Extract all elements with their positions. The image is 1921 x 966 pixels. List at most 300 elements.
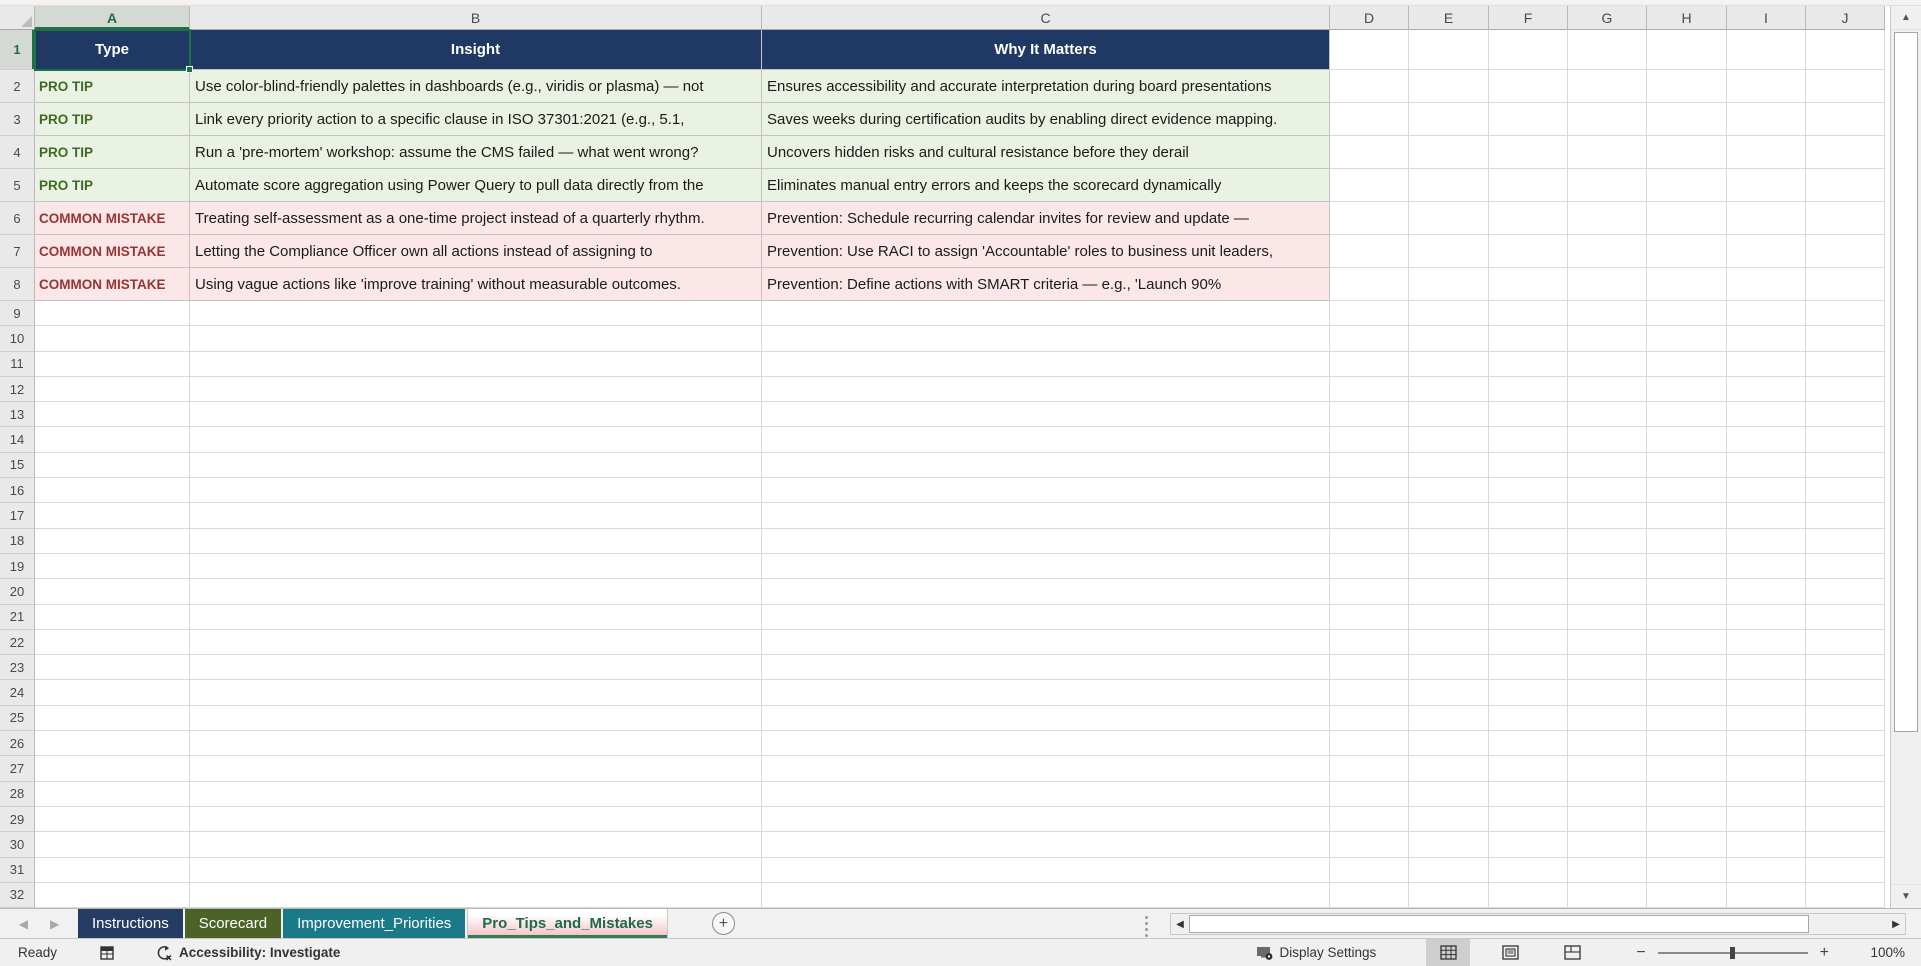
cell-I19[interactable]: [1727, 554, 1806, 579]
scroll-right-icon[interactable]: ▶: [1892, 918, 1900, 930]
cell-I18[interactable]: [1727, 529, 1806, 554]
cell-F13[interactable]: [1489, 402, 1568, 427]
sheet-tab-Pro_Tips_and_Mistakes[interactable]: Pro_Tips_and_Mistakes: [467, 909, 668, 938]
cell-A22[interactable]: [35, 630, 190, 655]
cell-H8[interactable]: [1647, 268, 1727, 301]
display-settings-button[interactable]: [1256, 945, 1377, 961]
cell-F16[interactable]: [1489, 478, 1568, 503]
new-sheet-button[interactable]: +: [712, 912, 735, 935]
cell-C8[interactable]: Prevention: Define actions with SMART criteria — e.g., 'Launch 90%: [762, 268, 1330, 301]
cell-G16[interactable]: [1568, 478, 1647, 503]
cell-J7[interactable]: [1806, 235, 1885, 268]
cell-J6[interactable]: [1806, 202, 1885, 235]
cell-F8[interactable]: [1489, 268, 1568, 301]
cell-H28[interactable]: [1647, 782, 1727, 807]
cell-D29[interactable]: [1330, 807, 1409, 832]
cell-H19[interactable]: [1647, 554, 1727, 579]
row-header-28[interactable]: 28: [0, 782, 35, 807]
row-header-15[interactable]: 15: [0, 453, 35, 478]
row-header-7[interactable]: 7: [0, 235, 35, 268]
cell-D25[interactable]: [1330, 706, 1409, 731]
cell-J1[interactable]: [1806, 30, 1885, 70]
cell-I9[interactable]: [1727, 301, 1806, 326]
cell-G19[interactable]: [1568, 554, 1647, 579]
cell-F29[interactable]: [1489, 807, 1568, 832]
cell-A5[interactable]: PRO TIP: [35, 169, 190, 202]
cell-B17[interactable]: [190, 503, 762, 528]
cell-D5[interactable]: [1330, 169, 1409, 202]
cell-H4[interactable]: [1647, 136, 1727, 169]
cell-A19[interactable]: [35, 554, 190, 579]
cell-H30[interactable]: [1647, 832, 1727, 857]
cell-D3[interactable]: [1330, 103, 1409, 136]
cell-J21[interactable]: [1806, 605, 1885, 630]
cell-D7[interactable]: [1330, 235, 1409, 268]
cell-I2[interactable]: [1727, 70, 1806, 103]
cell-C1[interactable]: Why It Matters: [762, 30, 1330, 70]
zoom-out-button[interactable]: −: [1636, 943, 1646, 961]
cell-H2[interactable]: [1647, 70, 1727, 103]
row-header-32[interactable]: 32: [0, 883, 35, 908]
cell-E11[interactable]: [1409, 352, 1489, 377]
cell-C29[interactable]: [762, 807, 1330, 832]
cell-B8[interactable]: Using vague actions like 'improve training' without measurable outcomes.: [190, 268, 762, 301]
cell-H7[interactable]: [1647, 235, 1727, 268]
cell-C14[interactable]: [762, 427, 1330, 452]
cell-H13[interactable]: [1647, 402, 1727, 427]
cell-A6[interactable]: COMMON MISTAKE: [35, 202, 190, 235]
cell-E19[interactable]: [1409, 554, 1489, 579]
cell-D23[interactable]: [1330, 655, 1409, 680]
cell-D6[interactable]: [1330, 202, 1409, 235]
cell-B27[interactable]: [190, 756, 762, 781]
row-header-25[interactable]: 25: [0, 706, 35, 731]
cell-D28[interactable]: [1330, 782, 1409, 807]
sheet-tab-Scorecard[interactable]: Scorecard: [185, 909, 281, 938]
cell-E20[interactable]: [1409, 579, 1489, 604]
cell-B16[interactable]: [190, 478, 762, 503]
cell-F32[interactable]: [1489, 883, 1568, 908]
cell-H21[interactable]: [1647, 605, 1727, 630]
cell-I16[interactable]: [1727, 478, 1806, 503]
cell-A14[interactable]: [35, 427, 190, 452]
cell-H32[interactable]: [1647, 883, 1727, 908]
cell-E29[interactable]: [1409, 807, 1489, 832]
sheet-tab-Improvement_Priorities[interactable]: Improvement_Priorities: [283, 909, 465, 938]
cell-F4[interactable]: [1489, 136, 1568, 169]
cell-A20[interactable]: [35, 579, 190, 604]
cell-B7[interactable]: Letting the Compliance Officer own all actions instead of assigning to: [190, 235, 762, 268]
cell-E7[interactable]: [1409, 235, 1489, 268]
cell-F24[interactable]: [1489, 680, 1568, 705]
row-header-21[interactable]: 21: [0, 605, 35, 630]
cell-E1[interactable]: [1409, 30, 1489, 70]
cell-E6[interactable]: [1409, 202, 1489, 235]
horizontal-scrollbar[interactable]: [1170, 913, 1906, 935]
cell-G31[interactable]: [1568, 858, 1647, 883]
cell-F12[interactable]: [1489, 377, 1568, 402]
cell-F30[interactable]: [1489, 832, 1568, 857]
cell-F28[interactable]: [1489, 782, 1568, 807]
cell-I13[interactable]: [1727, 402, 1806, 427]
cell-J22[interactable]: [1806, 630, 1885, 655]
cell-G7[interactable]: [1568, 235, 1647, 268]
row-header-24[interactable]: 24: [0, 680, 35, 705]
cell-C31[interactable]: [762, 858, 1330, 883]
cell-I4[interactable]: [1727, 136, 1806, 169]
cell-C26[interactable]: [762, 731, 1330, 756]
cell-H6[interactable]: [1647, 202, 1727, 235]
cell-F22[interactable]: [1489, 630, 1568, 655]
row-header-27[interactable]: 27: [0, 756, 35, 781]
column-header-F[interactable]: F: [1489, 6, 1568, 30]
cell-F23[interactable]: [1489, 655, 1568, 680]
cell-I21[interactable]: [1727, 605, 1806, 630]
cell-I28[interactable]: [1727, 782, 1806, 807]
cell-H3[interactable]: [1647, 103, 1727, 136]
cell-J15[interactable]: [1806, 453, 1885, 478]
cell-B32[interactable]: [190, 883, 762, 908]
cell-J12[interactable]: [1806, 377, 1885, 402]
horizontal-scroll-thumb[interactable]: [1189, 915, 1809, 933]
scroll-down-icon[interactable]: ▼: [1891, 884, 1921, 908]
cell-G10[interactable]: [1568, 326, 1647, 351]
cell-D1[interactable]: [1330, 30, 1409, 70]
cell-E2[interactable]: [1409, 70, 1489, 103]
cell-J18[interactable]: [1806, 529, 1885, 554]
cell-D9[interactable]: [1330, 301, 1409, 326]
cell-A3[interactable]: PRO TIP: [35, 103, 190, 136]
cell-B11[interactable]: [190, 352, 762, 377]
cell-D32[interactable]: [1330, 883, 1409, 908]
cell-I26[interactable]: [1727, 731, 1806, 756]
column-header-G[interactable]: G: [1568, 6, 1647, 30]
cell-E31[interactable]: [1409, 858, 1489, 883]
cell-G21[interactable]: [1568, 605, 1647, 630]
cell-G14[interactable]: [1568, 427, 1647, 452]
row-header-12[interactable]: 12: [0, 377, 35, 402]
cell-H5[interactable]: [1647, 169, 1727, 202]
cell-G30[interactable]: [1568, 832, 1647, 857]
cell-J5[interactable]: [1806, 169, 1885, 202]
cell-G22[interactable]: [1568, 630, 1647, 655]
cell-H15[interactable]: [1647, 453, 1727, 478]
cell-C30[interactable]: [762, 832, 1330, 857]
cell-I29[interactable]: [1727, 807, 1806, 832]
cell-I11[interactable]: [1727, 352, 1806, 377]
cell-C21[interactable]: [762, 605, 1330, 630]
cell-A15[interactable]: [35, 453, 190, 478]
tab-nav-left-icon[interactable]: ◀: [18, 916, 28, 931]
row-header-5[interactable]: 5: [0, 169, 35, 202]
cell-F18[interactable]: [1489, 529, 1568, 554]
cell-C9[interactable]: [762, 301, 1330, 326]
cell-A1[interactable]: Type: [35, 30, 190, 70]
cell-C10[interactable]: [762, 326, 1330, 351]
cell-H27[interactable]: [1647, 756, 1727, 781]
row-header-30[interactable]: 30: [0, 832, 35, 857]
cell-J16[interactable]: [1806, 478, 1885, 503]
cell-I14[interactable]: [1727, 427, 1806, 452]
cell-I7[interactable]: [1727, 235, 1806, 268]
cell-D14[interactable]: [1330, 427, 1409, 452]
row-header-29[interactable]: 29: [0, 807, 35, 832]
cell-E24[interactable]: [1409, 680, 1489, 705]
cell-C24[interactable]: [762, 680, 1330, 705]
cell-H11[interactable]: [1647, 352, 1727, 377]
cell-E14[interactable]: [1409, 427, 1489, 452]
tab-nav-right-icon[interactable]: ▶: [50, 916, 60, 931]
cell-E17[interactable]: [1409, 503, 1489, 528]
cell-J32[interactable]: [1806, 883, 1885, 908]
cell-B29[interactable]: [190, 807, 762, 832]
cell-G28[interactable]: [1568, 782, 1647, 807]
cell-G11[interactable]: [1568, 352, 1647, 377]
row-header-17[interactable]: 17: [0, 503, 35, 528]
cell-F6[interactable]: [1489, 202, 1568, 235]
cell-B21[interactable]: [190, 605, 762, 630]
page-break-preview-button[interactable]: [1550, 939, 1594, 966]
cell-I20[interactable]: [1727, 579, 1806, 604]
cell-F27[interactable]: [1489, 756, 1568, 781]
cell-J17[interactable]: [1806, 503, 1885, 528]
cell-J26[interactable]: [1806, 731, 1885, 756]
cell-A11[interactable]: [35, 352, 190, 377]
cell-F10[interactable]: [1489, 326, 1568, 351]
cell-F14[interactable]: [1489, 427, 1568, 452]
row-header-6[interactable]: 6: [0, 202, 35, 235]
cell-J23[interactable]: [1806, 655, 1885, 680]
cell-F1[interactable]: [1489, 30, 1568, 70]
cell-H14[interactable]: [1647, 427, 1727, 452]
cell-B18[interactable]: [190, 529, 762, 554]
cell-D18[interactable]: [1330, 529, 1409, 554]
cell-E21[interactable]: [1409, 605, 1489, 630]
cell-D31[interactable]: [1330, 858, 1409, 883]
cell-B5[interactable]: Automate score aggregation using Power Query to pull data directly from the: [190, 169, 762, 202]
scroll-up-icon[interactable]: ▲: [1891, 6, 1921, 30]
cell-E12[interactable]: [1409, 377, 1489, 402]
cell-G15[interactable]: [1568, 453, 1647, 478]
row-header-16[interactable]: 16: [0, 478, 35, 503]
row-header-1[interactable]: 1: [0, 30, 35, 70]
cell-A13[interactable]: [35, 402, 190, 427]
cell-B12[interactable]: [190, 377, 762, 402]
cell-C27[interactable]: [762, 756, 1330, 781]
row-header-14[interactable]: 14: [0, 427, 35, 452]
cell-H9[interactable]: [1647, 301, 1727, 326]
cell-I24[interactable]: [1727, 680, 1806, 705]
cell-E13[interactable]: [1409, 402, 1489, 427]
row-header-3[interactable]: 3: [0, 103, 35, 136]
cell-B25[interactable]: [190, 706, 762, 731]
row-header-19[interactable]: 19: [0, 554, 35, 579]
cell-I32[interactable]: [1727, 883, 1806, 908]
cell-B20[interactable]: [190, 579, 762, 604]
cell-F26[interactable]: [1489, 731, 1568, 756]
cell-C22[interactable]: [762, 630, 1330, 655]
cell-H24[interactable]: [1647, 680, 1727, 705]
cell-H17[interactable]: [1647, 503, 1727, 528]
cell-I17[interactable]: [1727, 503, 1806, 528]
cell-A30[interactable]: [35, 832, 190, 857]
cell-C20[interactable]: [762, 579, 1330, 604]
cell-D15[interactable]: [1330, 453, 1409, 478]
cell-J24[interactable]: [1806, 680, 1885, 705]
cell-D19[interactable]: [1330, 554, 1409, 579]
cell-J31[interactable]: [1806, 858, 1885, 883]
cell-D21[interactable]: [1330, 605, 1409, 630]
cell-G4[interactable]: [1568, 136, 1647, 169]
cell-I27[interactable]: [1727, 756, 1806, 781]
cell-A29[interactable]: [35, 807, 190, 832]
cell-J4[interactable]: [1806, 136, 1885, 169]
cell-J14[interactable]: [1806, 427, 1885, 452]
cell-I10[interactable]: [1727, 326, 1806, 351]
cell-F21[interactable]: [1489, 605, 1568, 630]
cell-J10[interactable]: [1806, 326, 1885, 351]
page-layout-view-button[interactable]: [1488, 939, 1532, 966]
cell-F7[interactable]: [1489, 235, 1568, 268]
cell-E3[interactable]: [1409, 103, 1489, 136]
cell-C19[interactable]: [762, 554, 1330, 579]
cell-E27[interactable]: [1409, 756, 1489, 781]
cell-H23[interactable]: [1647, 655, 1727, 680]
cell-H1[interactable]: [1647, 30, 1727, 70]
row-header-18[interactable]: 18: [0, 529, 35, 554]
cell-D26[interactable]: [1330, 731, 1409, 756]
row-header-11[interactable]: 11: [0, 352, 35, 377]
cell-F11[interactable]: [1489, 352, 1568, 377]
cell-F20[interactable]: [1489, 579, 1568, 604]
cell-B6[interactable]: Treating self-assessment as a one-time project instead of a quarterly rhythm.: [190, 202, 762, 235]
cell-A17[interactable]: [35, 503, 190, 528]
zoom-slider[interactable]: [1658, 952, 1808, 954]
cell-I5[interactable]: [1727, 169, 1806, 202]
cell-C17[interactable]: [762, 503, 1330, 528]
cell-J8[interactable]: [1806, 268, 1885, 301]
row-header-8[interactable]: 8: [0, 268, 35, 301]
cell-J30[interactable]: [1806, 832, 1885, 857]
cell-G17[interactable]: [1568, 503, 1647, 528]
row-header-13[interactable]: 13: [0, 402, 35, 427]
cell-G32[interactable]: [1568, 883, 1647, 908]
cell-G1[interactable]: [1568, 30, 1647, 70]
cell-A26[interactable]: [35, 731, 190, 756]
zoom-level[interactable]: 100%: [1870, 945, 1905, 960]
cell-E32[interactable]: [1409, 883, 1489, 908]
macro-record-icon[interactable]: [99, 945, 115, 961]
cell-C3[interactable]: Saves weeks during certification audits by enabling direct evidence mapping.: [762, 103, 1330, 136]
cell-A24[interactable]: [35, 680, 190, 705]
row-header-9[interactable]: 9: [0, 301, 35, 326]
accessibility-status[interactable]: [155, 945, 340, 961]
cell-A21[interactable]: [35, 605, 190, 630]
cell-E22[interactable]: [1409, 630, 1489, 655]
cell-E18[interactable]: [1409, 529, 1489, 554]
cell-A12[interactable]: [35, 377, 190, 402]
cell-F3[interactable]: [1489, 103, 1568, 136]
cell-B28[interactable]: [190, 782, 762, 807]
cell-C13[interactable]: [762, 402, 1330, 427]
cell-C4[interactable]: Uncovers hidden risks and cultural resistance before they derail: [762, 136, 1330, 169]
column-header-J[interactable]: J: [1806, 6, 1885, 30]
cell-I25[interactable]: [1727, 706, 1806, 731]
cell-C2[interactable]: Ensures accessibility and accurate interpretation during board presentations: [762, 70, 1330, 103]
cell-H22[interactable]: [1647, 630, 1727, 655]
cell-E4[interactable]: [1409, 136, 1489, 169]
cell-G23[interactable]: [1568, 655, 1647, 680]
cell-I3[interactable]: [1727, 103, 1806, 136]
row-header-20[interactable]: 20: [0, 579, 35, 604]
cell-F25[interactable]: [1489, 706, 1568, 731]
cell-A7[interactable]: COMMON MISTAKE: [35, 235, 190, 268]
cell-G3[interactable]: [1568, 103, 1647, 136]
cell-D11[interactable]: [1330, 352, 1409, 377]
column-header-E[interactable]: E: [1409, 6, 1489, 30]
cell-E9[interactable]: [1409, 301, 1489, 326]
cell-B14[interactable]: [190, 427, 762, 452]
cell-A16[interactable]: [35, 478, 190, 503]
cell-F5[interactable]: [1489, 169, 1568, 202]
cell-B1[interactable]: Insight: [190, 30, 762, 70]
cell-B2[interactable]: Use color-blind-friendly palettes in dashboards (e.g., viridis or plasma) — not: [190, 70, 762, 103]
cell-B26[interactable]: [190, 731, 762, 756]
cell-D24[interactable]: [1330, 680, 1409, 705]
cell-D22[interactable]: [1330, 630, 1409, 655]
row-header-31[interactable]: 31: [0, 858, 35, 883]
cell-A9[interactable]: [35, 301, 190, 326]
cell-J2[interactable]: [1806, 70, 1885, 103]
column-header-A[interactable]: A: [35, 6, 190, 30]
cell-D10[interactable]: [1330, 326, 1409, 351]
cell-E23[interactable]: [1409, 655, 1489, 680]
cell-D27[interactable]: [1330, 756, 1409, 781]
cell-B10[interactable]: [190, 326, 762, 351]
cell-E15[interactable]: [1409, 453, 1489, 478]
cell-G24[interactable]: [1568, 680, 1647, 705]
cell-B22[interactable]: [190, 630, 762, 655]
cell-C12[interactable]: [762, 377, 1330, 402]
cell-J25[interactable]: [1806, 706, 1885, 731]
cell-C11[interactable]: [762, 352, 1330, 377]
cell-G27[interactable]: [1568, 756, 1647, 781]
zoom-slider-handle[interactable]: [1730, 947, 1735, 959]
column-header-C[interactable]: C: [762, 6, 1330, 30]
cell-A2[interactable]: PRO TIP: [35, 70, 190, 103]
cell-E28[interactable]: [1409, 782, 1489, 807]
cell-E26[interactable]: [1409, 731, 1489, 756]
cell-H10[interactable]: [1647, 326, 1727, 351]
cell-C32[interactable]: [762, 883, 1330, 908]
cell-I22[interactable]: [1727, 630, 1806, 655]
cell-A31[interactable]: [35, 858, 190, 883]
cell-G18[interactable]: [1568, 529, 1647, 554]
cell-F17[interactable]: [1489, 503, 1568, 528]
cell-G5[interactable]: [1568, 169, 1647, 202]
cell-J28[interactable]: [1806, 782, 1885, 807]
row-header-4[interactable]: 4: [0, 136, 35, 169]
cell-H20[interactable]: [1647, 579, 1727, 604]
cell-B4[interactable]: Run a 'pre-mortem' workshop: assume the CMS failed — what went wrong?: [190, 136, 762, 169]
cell-F15[interactable]: [1489, 453, 1568, 478]
column-header-B[interactable]: B: [190, 6, 762, 30]
cell-E8[interactable]: [1409, 268, 1489, 301]
tab-splitter-handle[interactable]: [1143, 916, 1149, 937]
cell-E30[interactable]: [1409, 832, 1489, 857]
cell-C16[interactable]: [762, 478, 1330, 503]
column-header-H[interactable]: H: [1647, 6, 1727, 30]
